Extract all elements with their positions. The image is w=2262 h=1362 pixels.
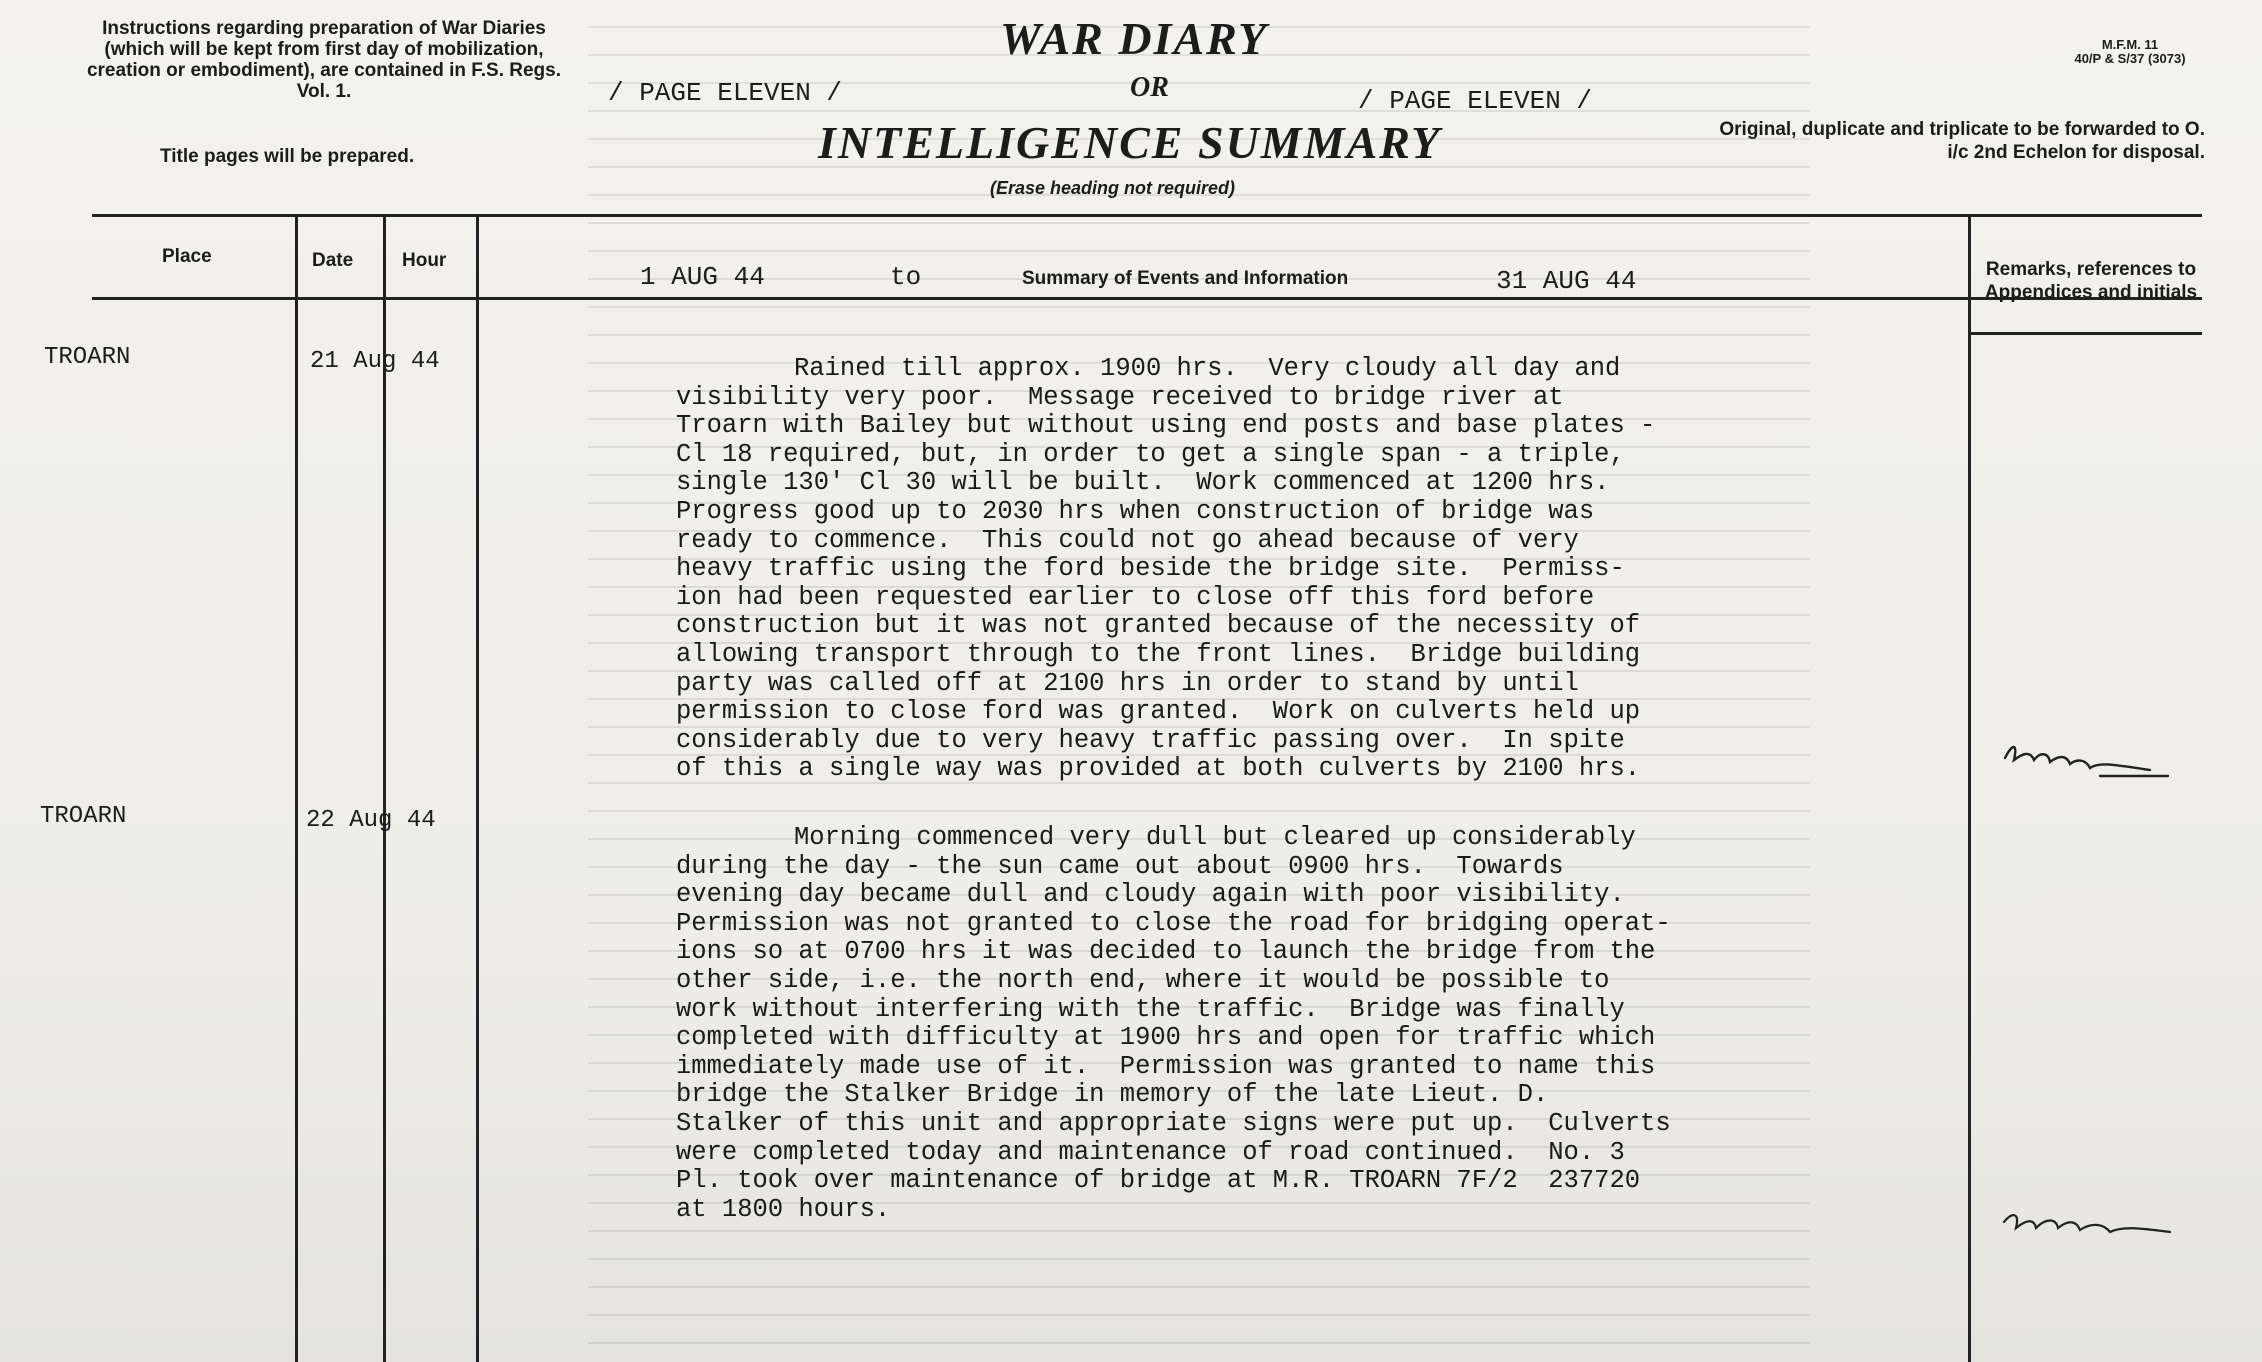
date-range-start: 1 AUG 44 bbox=[640, 262, 765, 292]
column-header-remarks: Remarks, references to Appendices and initials bbox=[1984, 259, 2198, 303]
column-header-summary: Summary of Events and Information bbox=[1022, 268, 1349, 289]
entry-place: TROARN bbox=[44, 344, 131, 371]
entry-place: TROARN bbox=[40, 803, 127, 830]
distribution-note: Original, duplicate and triplicate to be forwarded to O. i/c 2nd Echelon for disposal. bbox=[1719, 119, 2205, 163]
instructions-note: Instructions regarding preparation of War Diaries (which will be kept from first day of mobilization, creation or embodiment), are contained in F.S. Regs. Vol. 1. bbox=[86, 18, 562, 102]
column-header-date: Date bbox=[312, 250, 354, 271]
title-pages-note: Title pages will be prepared. bbox=[160, 146, 415, 167]
title-or: OR bbox=[1130, 72, 1169, 103]
entry-date: 22 Aug 44 bbox=[306, 807, 436, 834]
initials-signature-2 bbox=[2004, 1215, 2170, 1232]
entry-date: 21 Aug 44 bbox=[310, 348, 440, 375]
entry-summary-text: Morning commenced very dull but cleared up considerably during the day - the sun came out about 0900 hrs. Towards evening day became dull and cloudy again with poor visibility. Permission was not granted to close the road for bridging operat- ions so at 0700 hrs it was decided to launch the bridge from the other side, i.e. the north end, where it would be possible to work without interfering with the traffic. Bridge was finally completed with difficulty at 1900 hrs and open for traffic which immediately made use of it. Permission was granted to name this bridge the Stalker Bridge in memory of the late Lieut. D. Stalker of this unit and appropriate signs were put up. Culverts were completed today and maintenance of road continued. No. 3 Pl. took over maintenance of bridge at M.R. TROARN 7F/2 237720 at 1800 hours. bbox=[676, 823, 1671, 1224]
page-label-right: / PAGE ELEVEN / bbox=[1358, 86, 1593, 116]
page-label-left: / PAGE ELEVEN / bbox=[608, 78, 843, 108]
form-code-line-1: M.F.M. 11 bbox=[2101, 37, 2159, 52]
form-code-line-2: 40/P & S/37 (3073) bbox=[2074, 51, 2186, 66]
initials-signature-1 bbox=[2005, 747, 2168, 776]
erase-heading-note: (Erase heading not required) bbox=[990, 178, 1236, 198]
date-range-end: 31 AUG 44 bbox=[1496, 266, 1637, 296]
title-intelligence-summary: INTELLIGENCE SUMMARY bbox=[818, 117, 1442, 168]
column-header-place: Place bbox=[162, 246, 212, 267]
column-header-hour: Hour bbox=[402, 250, 447, 271]
title-war-diary: WAR DIARY bbox=[1000, 13, 1269, 64]
entry-summary-text: Rained till approx. 1900 hrs. Very cloudy all day and visibility very poor. Message received to bridge river at Troarn with Bailey but without using end posts and base plates - Cl 18 required, but, in order to get a single span - a triple, single 130' Cl 30 will be built. Work commenced at 1200 hrs. Progress good up to 2030 hrs when construction of bridge was ready to commence. This could not go ahead because of very heavy traffic using the ford beside the bridge site. Permiss- ion had been requested earlier to close off this ford before construction but it was not granted because of the necessity of allowing transport through to the front lines. Bridge building party was called off at 2100 hrs in order to stand by until permission to close ford was granted. Work on culverts held up considerably due to very heavy traffic passing over. In spite of this a single way was provided at both culverts by 2100 hrs. bbox=[676, 354, 1656, 784]
date-range-to: to bbox=[890, 262, 922, 292]
